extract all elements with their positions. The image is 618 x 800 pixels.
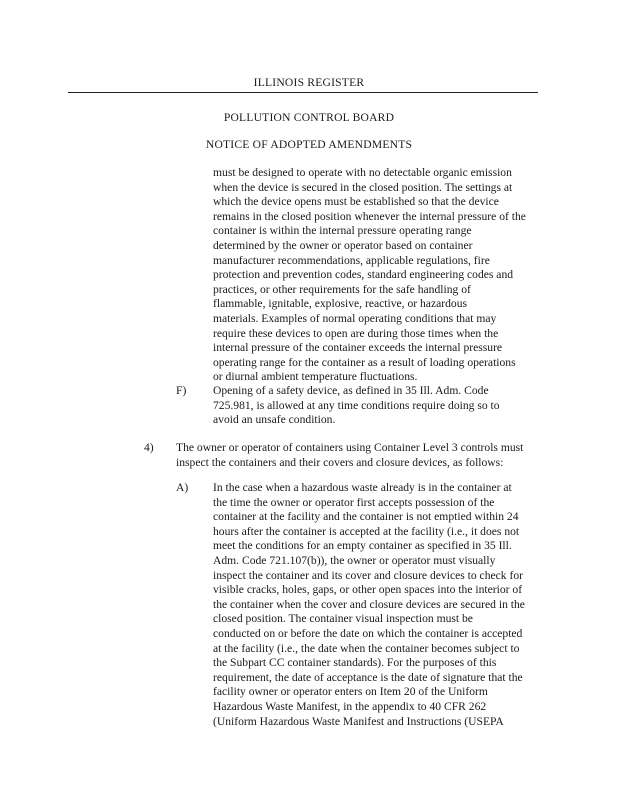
text-line: hours after the container is accepted at the facility (i.e., it does not: [213, 524, 520, 538]
item-4-label: 4): [144, 441, 154, 454]
text-line: at the facility (i.e., the date when the container becomes subject to: [213, 641, 520, 655]
text-line: the Subpart CC container standards). For the purposes of this: [213, 656, 497, 670]
text-line: require these devices to open are during those times when the: [213, 326, 499, 340]
text-line: Hazardous Waste Manifest, in the appendix to 40 CFR 262: [213, 700, 487, 713]
text-line: container at the facility and the container is not emptied within 24: [213, 510, 519, 524]
item-a-label: A): [176, 481, 189, 494]
text-line: the time the owner or operator first accepts possession of the: [213, 495, 495, 509]
text-line: when the device is secured in the closed position. The settings at: [213, 180, 513, 194]
text-line: requirement, the date of acceptance is the date of signature that the: [213, 670, 523, 684]
text-line: container is within the internal pressure operating range: [213, 224, 472, 238]
text-line: protection and prevention codes, standard engineering codes and: [213, 268, 514, 282]
text-line: inspect the container and its cover and closure devices to check for: [213, 568, 524, 582]
item-f-label: F): [176, 384, 187, 397]
text-line: must be designed to operate with no detectable organic emission: [213, 166, 512, 179]
text-line: In the case when a hazardous waste already is in the container at: [213, 481, 512, 494]
text-line: inspect the containers and their covers and closure devices, as follows:: [176, 455, 504, 469]
text-line: Opening of a safety device, as defined in 35 Ill. Adm. Code: [213, 384, 489, 397]
register-title: ILLINOIS REGISTER: [253, 76, 365, 89]
text-line: or diurnal ambient temperature fluctuations.: [213, 370, 418, 384]
text-line: visible cracks, holes, gaps, or other open spaces into the interior of: [213, 583, 523, 597]
text-line: avoid an unsafe condition.: [213, 413, 336, 427]
text-line: remains in the closed position whenever the internal pressure of the: [213, 209, 526, 223]
text-line: The owner or operator of containers using Container Level 3 controls must: [176, 441, 524, 454]
text-line: conducted on or before the date on which the container is accepted: [213, 627, 523, 640]
text-line: which the device opens must be established so that the device: [213, 195, 499, 209]
text-line: flammable, ignitable, explosive, reactive, or hazardous: [213, 297, 467, 311]
text-line: manufacturer recommendations, applicable regulations, fire: [213, 253, 490, 267]
text-line: Adm. Code 721.107(b)), the owner or operator must visually: [213, 554, 496, 567]
text-line: 725.981, is allowed at any time conditions require doing so to: [213, 398, 500, 412]
text-line: operating range for the container as a result of loading operations: [213, 355, 516, 369]
text-line: practices, or other requirements for the safe handling of: [213, 282, 471, 296]
text-line: facility owner or operator enters on Item 20 of the Uniform: [213, 685, 488, 699]
text-line: meet the conditions for an empty container as specified in 35 Ill.: [213, 539, 512, 553]
text-line: materials. Examples of normal operating conditions that may: [213, 312, 497, 325]
notice-title: NOTICE OF ADOPTED AMENDMENTS: [205, 138, 413, 151]
text-line: internal pressure of the container exceeds the internal pressure: [213, 341, 503, 355]
text-line: (Uniform Hazardous Waste Manifest and Instructions (USEPA: [213, 714, 504, 728]
header-rule: [68, 92, 538, 93]
text-line: determined by the owner or operator based on container: [213, 239, 473, 252]
text-line: the container when the cover and closure devices are secured in the: [213, 597, 525, 611]
board-name: POLLUTION CONTROL BOARD: [223, 111, 395, 124]
text-line: closed position. The container visual inspection must be: [213, 612, 473, 626]
